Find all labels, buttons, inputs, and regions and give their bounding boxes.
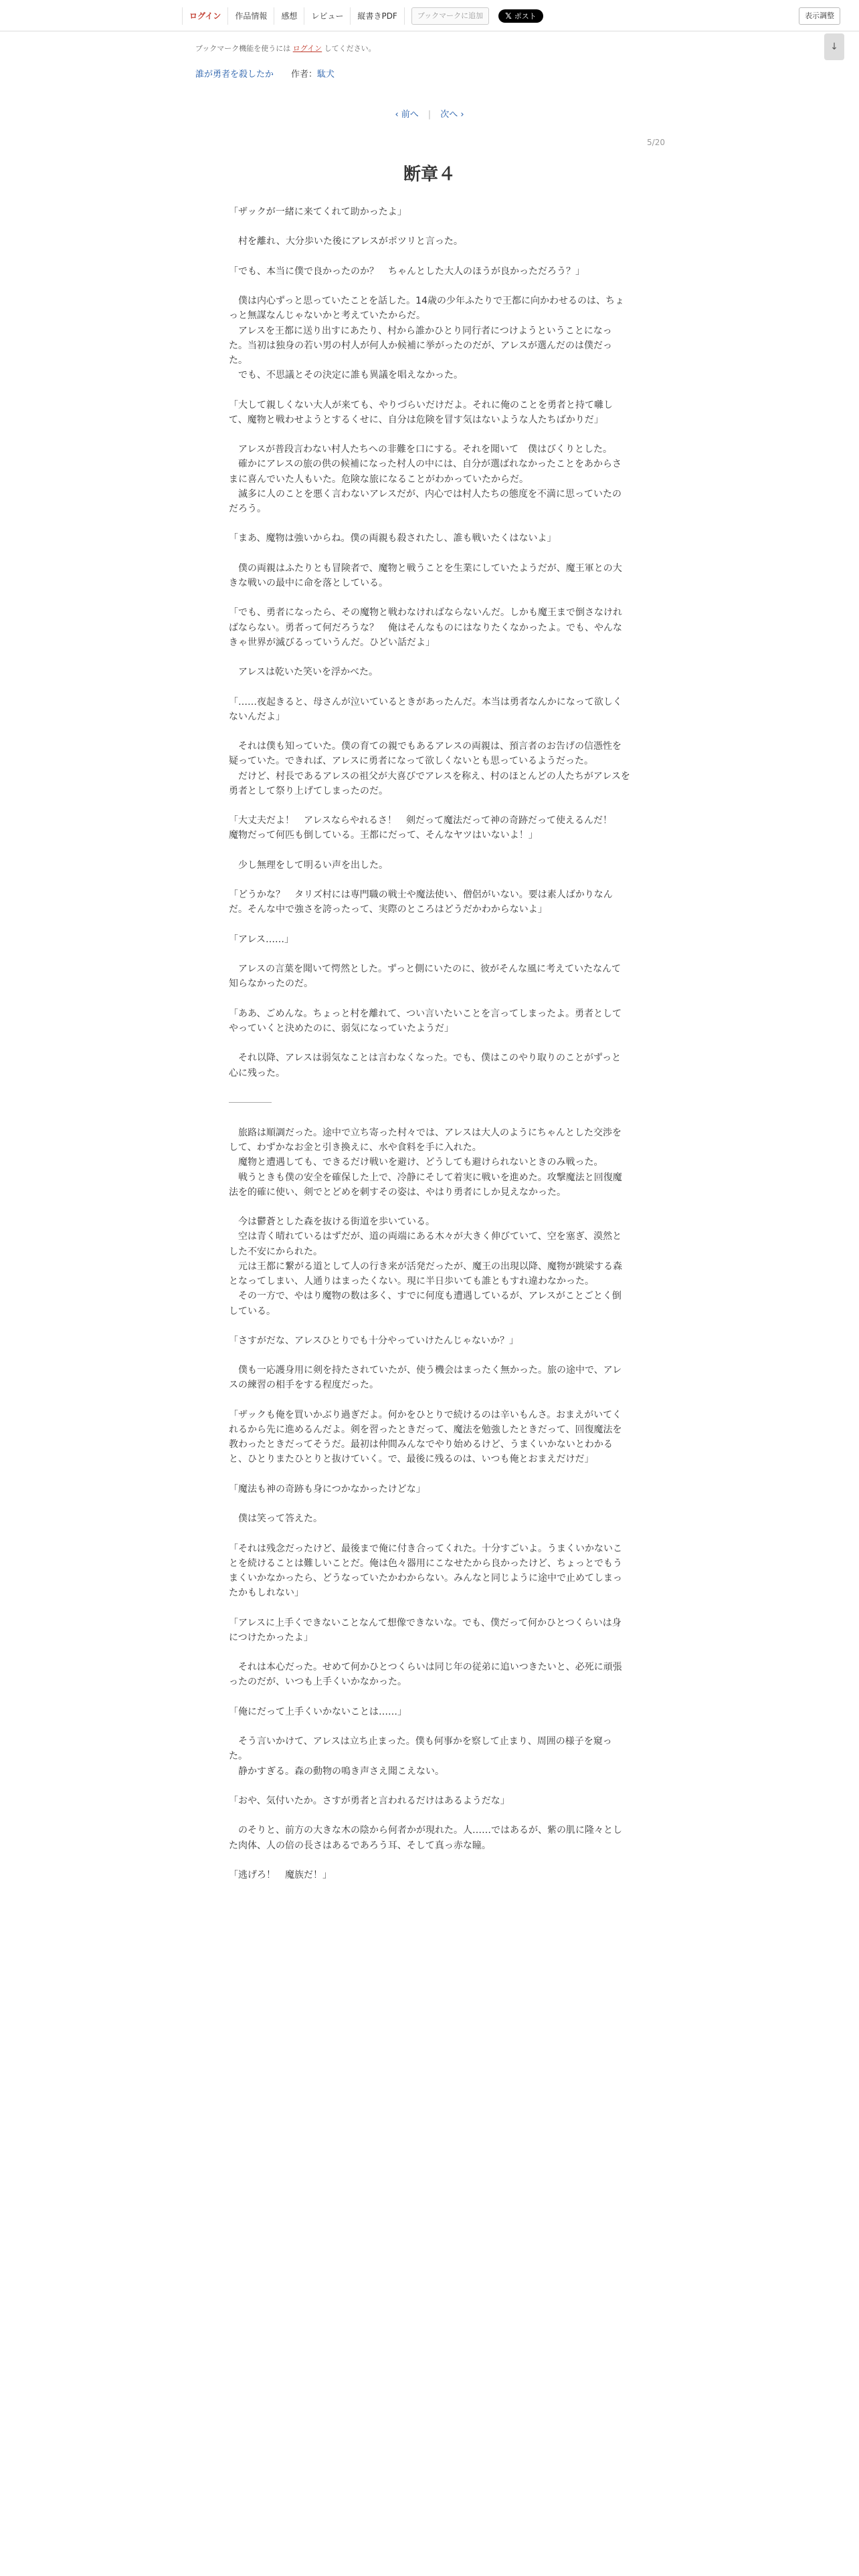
blank-line	[229, 516, 630, 531]
blank-line	[229, 947, 630, 962]
impressions-link[interactable]: 感想	[274, 7, 304, 25]
blank-line	[229, 1036, 630, 1051]
blank-line	[229, 873, 630, 887]
blank-line	[229, 679, 630, 694]
blank-line	[229, 279, 630, 294]
body-paragraph: 「でも、勇者になったら、その魔物と戦わなければならないんだ。しかも魔王まで倒さなければならない。勇者って何だろうな？ 俺はそんなものにはなりたくなかったよ。でも、やんなきゃ世界が滅びるっていうんだ。ひどい話だよ」	[229, 607, 622, 648]
prev-episode-link[interactable]: ‹ 前へ	[395, 110, 419, 120]
body-paragraph: 「おや、気付いたか。さすが勇者と言われるだけはあるようだな」	[229, 1796, 510, 1807]
episode-number: 5/20	[647, 138, 665, 147]
blank-line	[229, 1081, 630, 1095]
body-paragraph: 「魔法も神の奇跡も身につかなかったけどな」	[229, 1483, 425, 1495]
body-paragraph: それ以降、アレスは弱気なことは言わなくなった。でも、僕はこのやり取りのことがずっと心に残った。	[229, 1053, 622, 1079]
body-paragraph: その一方で、やはり魔物の数は多く、すでに何度も遭遇しているが、アレスがことごとく倒している。	[229, 1291, 622, 1317]
chapter-title: 断章４	[403, 165, 456, 185]
top-nav	[182, 7, 543, 25]
x-post-label: ポスト	[514, 12, 537, 21]
notice-login-link[interactable]: ログイン	[292, 44, 322, 53]
blank-line	[229, 1111, 630, 1125]
blank-line	[229, 219, 630, 234]
blank-line	[229, 918, 630, 932]
blank-line	[229, 383, 630, 397]
body-paragraph: のそりと、前方の大きな木の陰から何者かが現れた。人……ではあるが、紫の肌に隆々とした肉体、人の倍の長さはあるであろう耳、そして真っ赤な瞳。	[229, 1825, 622, 1851]
body-paragraph: 僕も一応護身用に剣を持たされていたが、使う機会はまったく無かった。旅の途中で、アレスの練習の相手をする程度だった。	[229, 1365, 622, 1391]
episode-pager	[0, 107, 859, 120]
blank-line	[229, 1200, 630, 1214]
x-post-button[interactable]	[498, 9, 543, 23]
body-paragraph: 「逃げろ！ 魔族だ！」	[229, 1870, 332, 1881]
body-paragraph: 少し無理をして明るい声を出した。	[229, 859, 388, 871]
pager-divider: |	[427, 110, 432, 120]
blank-line	[229, 427, 630, 442]
body-paragraph: 今は鬱蒼とした森を抜ける街道を歩いている。	[229, 1216, 435, 1228]
body-paragraph: アレスは乾いた笑いを浮かべた。	[229, 667, 379, 678]
author-link[interactable]: 駄犬	[317, 70, 335, 80]
body-paragraph: 僕は笑って答えた。	[229, 1513, 322, 1525]
blank-line	[229, 1690, 630, 1705]
body-paragraph: 「アレスに上手くできないことなんて想像できないな。でも、僕だって何かひとつくらいは身につけたかったよ」	[229, 1617, 622, 1643]
body-paragraph: 「ザックが一緒に来てくれて助かったよ」	[229, 207, 407, 217]
body-paragraph: 「まあ、魔物は強いからね。僕の両親も殺されたし、誰も戦いたくはないよ」	[229, 533, 557, 544]
body-paragraph: だけど、村長であるアレスの祖父が大喜びでアレスを称え、村のほとんどの人たちがアレスを勇者として祭り上げてしまったのだ。	[229, 770, 630, 796]
body-paragraph: アレスが普段言わない村人たちへの非難を口にする。それを聞いて 僕はびくりとした。	[229, 444, 613, 455]
add-bookmark-button[interactable]: ブックマークに追加	[411, 7, 489, 25]
body-paragraph: 「アレス……」	[229, 934, 294, 945]
body-paragraph: 「……夜起きると、母さんが泣いているときがあったんだ。本当は勇者なんかになって欲しくないんだよ」	[229, 696, 622, 722]
bookmark-notice	[195, 43, 376, 53]
x-logo-icon: 𝕏	[505, 11, 512, 21]
scroll-down-icon[interactable]: ↓	[824, 33, 844, 60]
body-paragraph: そう言いかけて、アレスは立ち止まった。僕も何事かを察して止まり、周囲の様子を窺った。	[229, 1736, 612, 1762]
body-paragraph: 旅路は順調だった。途中で立ち寄った村々では、アレスは大人のようにちゃんとした交渉をして、わずかなお金と引き換えに、水や食料を手に入れた。	[229, 1128, 622, 1154]
blank-line	[229, 843, 630, 858]
blank-line	[229, 1719, 630, 1734]
body-paragraph: 「ああ、ごめんな。ちょっと村を離れて、つい言いたいことを言ってしまったよ。勇者としてやっていくと決めたのに、弱気になっていたようだ」	[229, 1008, 622, 1034]
author-label: 作者：	[291, 70, 318, 80]
top-bar	[0, 0, 859, 31]
body-paragraph: 魔物と遭遇しても、できるだけ戦いを避け、どうしても避けられないときのみ戦った。	[229, 1157, 603, 1168]
body-paragraph: でも、不思議とその決定に誰も異議を唱えなかった。	[229, 370, 463, 381]
body-paragraph: 「どうかな？ タリズ村には専門職の戦士や魔法使い、僧侶がいない。要は素人ばかりなんだ。そんな中で強さを誇ったって、実際のところはどうだかわからないよ」	[229, 889, 613, 916]
blank-line	[229, 1393, 630, 1408]
body-paragraph: それは本心だった。せめて何かひとつくらいは同じ年の従弟に追いつきたいと、必死に頑張ったのだが、いつも上手くいかなかった。	[229, 1662, 622, 1688]
blank-line	[229, 1319, 630, 1333]
blank-line	[229, 1348, 630, 1363]
body-paragraph: 元は王都に繋がる道として人の行き来が活発だったが、魔王の出現以降、魔物が跳梁する森となってしまい、人通りはまったくない。現に半日歩いても誰ともすれ違わなかった。	[229, 1261, 622, 1287]
notice-text-before: ブックマーク機能を使うには	[195, 44, 293, 53]
work-info-link[interactable]: 作品情報	[227, 7, 274, 25]
blank-line	[229, 1808, 630, 1823]
body-paragraph: 「それは残念だったけど、最後まで俺に付き合ってくれた。十分すごいよ。うまくいかないことを続けることは難しいことだ。俺は色々器用にこなせたから良かったけど、ちょっとでもうまくいかなかったら、どうなっていたかわからない。みんなと同じように途中で止めてしまったかもしれない」	[229, 1543, 622, 1599]
blank-line	[229, 1779, 630, 1794]
blank-line	[229, 798, 630, 813]
vertical-pdf-link[interactable]: 縦書きPDF	[350, 7, 404, 25]
body-paragraph: 僕は内心ずっと思っていたことを話した。14歳の少年ふたりで王都に向かわせるのは、ちょっと無謀なんじゃないかと考えていたからだ。	[229, 296, 624, 322]
blank-line	[229, 1600, 630, 1615]
blank-line	[229, 1526, 630, 1541]
body-paragraph: 静かすぎる。森の動物の鳴き声さえ聞こえない。	[229, 1765, 444, 1777]
body-paragraph: 滅多に人のことを悪く言わないアレスだが、内心では村人たちの態度を不満に思っていたのだろう。	[229, 488, 622, 514]
body-paragraph: 村を離れ、大分歩いた後にアレスがポツリと言った。	[229, 236, 463, 247]
work-meta	[195, 67, 335, 80]
review-link[interactable]: レビュー	[304, 7, 350, 25]
novel-body	[229, 205, 630, 1883]
body-paragraph: 確かにアレスの旅の供の候補になった村人の中には、自分が選ばれなかったことをあからさまに喜んでいた人もいた。危険な旅になることがわかっていたからだ。	[229, 459, 622, 485]
blank-line	[229, 992, 630, 1006]
blank-line	[229, 249, 630, 264]
blank-line	[229, 1645, 630, 1660]
section-divider	[229, 1102, 272, 1103]
body-paragraph: アレスを王都に送り出すにあたり、村から誰かひとり同行者につけようということになった。当初は独身の若い男の村人が何人か候補に挙がったのだが、アレスが選んだのは僕だった。	[229, 325, 613, 366]
work-title-link[interactable]: 誰が勇者を殺したか	[195, 70, 274, 80]
body-paragraph: アレスの言葉を聞いて愕然とした。ずっと側にいたのに、彼がそんな風に考えていたなんて知らなかったのだ。	[229, 964, 622, 990]
notice-text-after: してください。	[322, 44, 376, 53]
login-link[interactable]: ログイン	[182, 7, 227, 25]
blank-line	[229, 1497, 630, 1511]
body-paragraph: 「大して親しくない大人が来ても、やりづらいだけだよ。それに俺のことを勇者と持て囃して、魔物と戦わせようとするくせに、自分は危険を冒す気はないような人たちばかりだ」	[229, 399, 613, 425]
blank-line	[229, 591, 630, 605]
blank-line	[229, 724, 630, 739]
body-paragraph: 「さすがだな、アレスひとりでも十分やっていけたんじゃないか？」	[229, 1335, 519, 1346]
display-settings-button[interactable]: 表示調整	[799, 7, 840, 25]
blank-line	[229, 650, 630, 665]
body-paragraph: 戦うときも僕の安全を確保した上で、冷静にそして着実に戦いを進めた。攻撃魔法と回復魔法を的確に使い、剣でとどめを刺すその姿は、やはり勇者にしか見えなかった。	[229, 1172, 622, 1198]
body-paragraph: 僕の両親はふたりとも冒険者で、魔物と戦うことを生業にしていたようだが、魔王軍との大きな戦いの最中に命を落としている。	[229, 562, 622, 588]
blank-line	[229, 1467, 630, 1482]
body-paragraph: 「でも、本当に僕で良かったのか？ ちゃんとした大人のほうが良かっただろう？」	[229, 265, 585, 277]
body-paragraph: それは僕も知っていた。僕の育ての親でもあるアレスの両親は、預言者のお告げの信憑性を疑っていた。できれば、アレスに勇者になって欲しくないとも思っているようだった。	[229, 741, 622, 767]
blank-line	[229, 546, 630, 561]
body-paragraph: 「大丈夫だよ！ アレスならやれるさ！ 剣だって魔法だって神の奇跡だって使えるんだ！ 魔物だって何匹も倒している。王都にだって、そんなヤツはいないよ！」	[229, 815, 622, 841]
body-paragraph: 「ザックも俺を買いかぶり過ぎだよ。何かをひとりで続けるのは辛いもんさ。おまえがいてくれるから先に進めるんだよ。剣を習ったときだって、魔法を勉強したときだって、回復魔法を教わったときだってそうだ。最初は仲間みんなでやり始めるけど、うまくいかないとわかると、ひとりまたひとりと抜けていく。で、最後に残るのは、いつも俺とおまえだけだ」	[229, 1409, 622, 1465]
blank-line	[229, 1853, 630, 1868]
body-paragraph: 「俺にだって上手くいかないことは……」	[229, 1706, 407, 1717]
next-episode-link[interactable]: 次へ ›	[440, 110, 464, 120]
body-paragraph: 空は青く晴れているはずだが、道の両端にある木々が大きく伸びていて、空を塞ぎ、漠然とした不安にかられた。	[229, 1231, 622, 1257]
